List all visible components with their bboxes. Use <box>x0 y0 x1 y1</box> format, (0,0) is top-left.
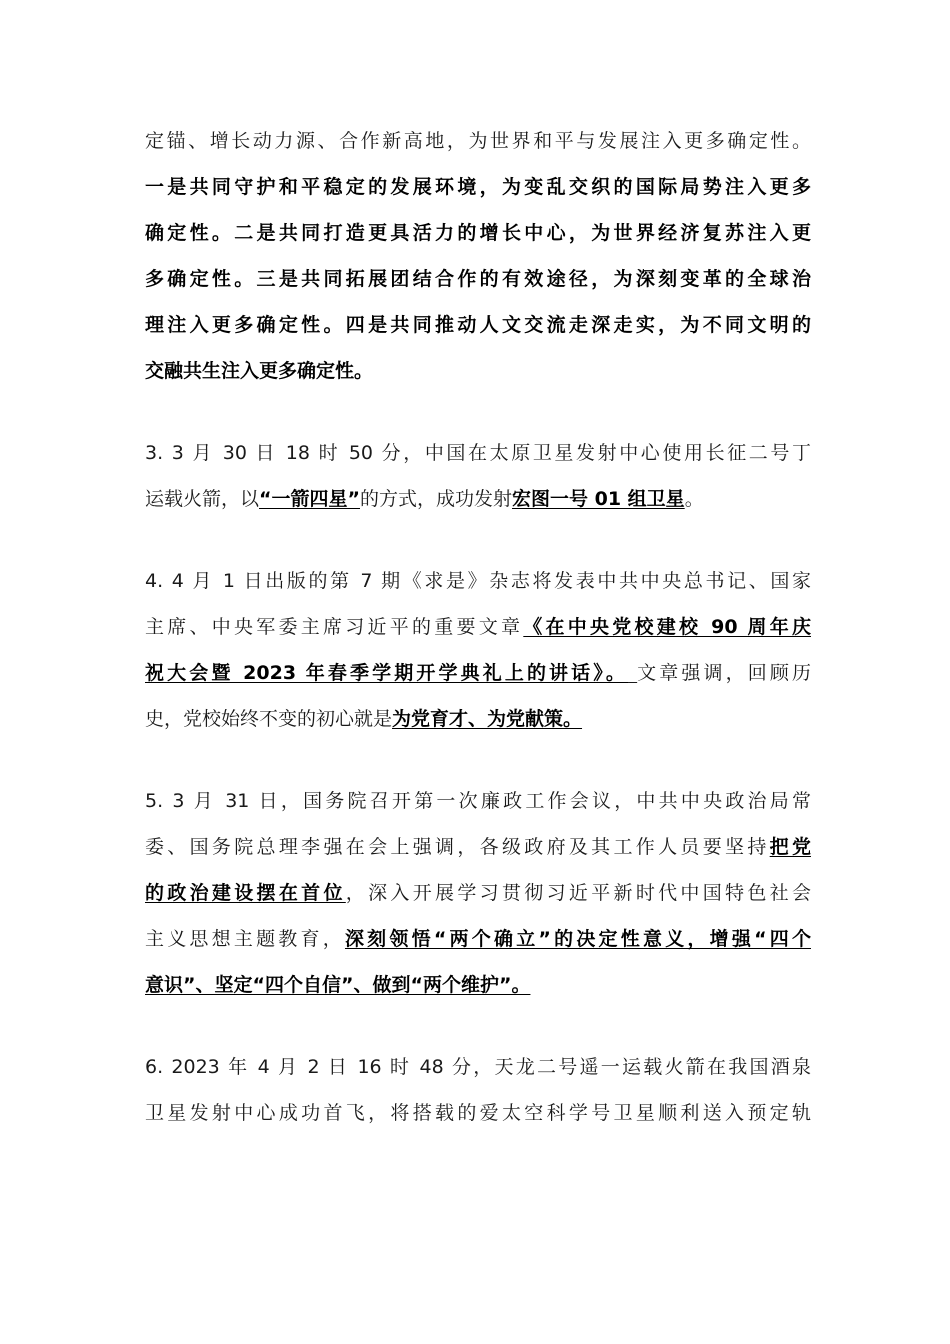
text-line: 多确定性。三是共同拓展团结合作的有效途径，为深刻变革的全球治 <box>145 268 811 290</box>
text-line: 卫星发射中心成功首飞，将搭载的爱太空科学号卫星顺利送入预定轨 <box>145 1102 811 1124</box>
document-page <box>145 118 811 1136</box>
text-line: 主席、中央军委主席习近平的重要文章《在中央党校建校 90 周年庆 <box>145 616 811 638</box>
text-line: 定锚、增长动力源、合作新高地，为世界和平与发展注入更多确定性。 <box>145 130 811 152</box>
highlight-article-title-cont: 祝大会暨 2023 年春季学期开学典礼上的讲话》。 <box>145 662 629 684</box>
text-line: 的政治建设摆在首位，深入开展学习贯彻习近平新时代中国特色社会 <box>145 882 811 904</box>
text-line: 运载火箭，以“一箭四星”的方式，成功发射宏图一号 01 组卫星。 <box>145 488 704 510</box>
text-line: 6. 2023 年 4 月 2 日 16 时 48 分，天龙二号遥一运载火箭在我国酒泉 <box>145 1056 811 1078</box>
text-line: 一是共同守护和平稳定的发展环境，为变乱交织的国际局势注入更多 <box>145 176 811 198</box>
news-item-5 <box>145 778 811 1008</box>
highlight-original-aspiration: 为党育才、为党献策。 <box>392 708 583 730</box>
highlight-party-political-building-cont: 的政治建设摆在首位 <box>145 882 346 904</box>
highlight-satellite-name: 宏图一号 01 组卫星 <box>512 488 685 510</box>
text-line: 委、国务院总理李强在会上强调，各级政府及其工作人员要坚持把党 <box>145 836 811 858</box>
highlight-two-establishments: 深刻领悟“两个确立”的决定性意义，增强“四个 <box>344 928 811 950</box>
news-item-6 <box>145 1044 811 1136</box>
highlight-four-consciousness: 意识”、坚定“四个自信”、做到“两个维护”。 <box>145 974 531 996</box>
text-line: 主义思想主题教育，深刻领悟“两个确立”的决定性意义，增强“四个 <box>145 928 811 950</box>
text-line: 理注入更多确定性。四是共同推动人文交流走深走实，为不同文明的 <box>145 314 811 336</box>
text-line: 确定性。二是共同打造更具活力的增长中心，为世界经济复苏注入更 <box>145 222 811 244</box>
text-line <box>145 962 811 1008</box>
text-line: 祝大会暨 2023 年春季学期开学典礼上的讲话》。 文章强调，回顾历 <box>145 662 811 684</box>
text-line: 3. 3 月 30 日 18 时 50 分，中国在太原卫星发射中心使用长征二号丁 <box>145 442 811 464</box>
text-line: 4. 4 月 1 日出版的第 7 期《求是》杂志将发表中共中央总书记、国家 <box>145 570 811 592</box>
text-line: 史，党校始终不变的初心就是为党育才、为党献策。 <box>145 708 583 730</box>
highlight-one-rocket-four-satellites: “一箭四星” <box>259 488 360 510</box>
paragraph-item-2-tail <box>145 118 811 394</box>
news-item-3 <box>145 430 811 522</box>
highlight-party-political-building: 把党 <box>769 836 811 858</box>
text-line: 交融共生注入更多确定性。 <box>145 360 374 382</box>
news-item-4 <box>145 558 811 742</box>
highlight-article-title: 《在中央党校建校 90 周年庆 <box>523 616 811 638</box>
text-line: 5. 3 月 31 日，国务院召开第一次廉政工作会议，中共中央政治局常 <box>145 790 811 812</box>
